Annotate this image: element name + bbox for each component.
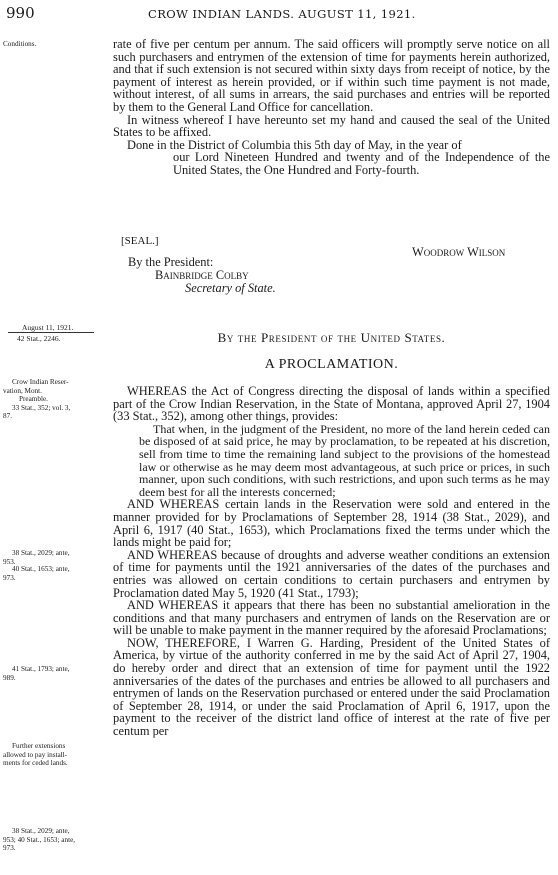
running-head: CROW INDIAN LANDS. AUGUST 11, 1921. [148,7,416,21]
proclamation-by-line: By the President of the United States. [217,330,446,345]
sidenote-conditions: Conditions. [3,40,37,48]
top-body-text [113,38,550,177]
sidenote-ref-1793: 41 Stat., 1793; ante, 989. [3,665,70,682]
sidenote-ref-1653: 40 Stat., 1653; ante, 973. [3,565,70,582]
paragraph-done-rest: our Lord Nineteen Hundred and twenty and of the Independence of the United States, the One Hundred and Forty-fourth. [173,150,550,177]
sidenote-stat: 42 Stat., 2246. [17,334,61,343]
proclamation-title: A PROCLAMATION. [264,357,399,372]
page-number: 990 [6,4,35,22]
whereas-no-amelioration: AND WHEREAS it appears that there has been no substantial amelioration in the conditions and that many purchasers and entrymen of lands on the Reservation are or will be unable to make payment in the manner required by the aforesaid Proclamations; [113,598,550,638]
secretary-name: Bainbridge Colby [155,268,249,282]
seal-mark: [SEAL.] [121,235,159,247]
whereas-act: WHEREAS the Act of Congress directing the disposal of lands within a specified part of the Crow Indian Reservation, in the State of Montana, approved April 27, 1904 (33 Stat., 352), among other things, provides: [113,384,550,424]
paragraph-conditions: rate of five per centum per annum. The said officers will promptly serve notice on all such purchasers and entrymen of the extension of time for payments herein authorized, and that if such extension is not secured within sixty days from receipt of notice, by the payment of interest as herein provided, or if within such time payment is not made, without interest, of all sums in arrears, the said purchases and entries will be reported by them to the General Land Office for cancellation. [113,37,550,114]
signer-name: Woodrow Wilson [412,245,506,259]
proclamation-body [113,385,550,738]
now-therefore: NOW, THEREFORE, I Warren G. Harding, President of the United States of America, by virtue of the authority conferred in me by the said Act of April 27, 1904, do hereby order and direct that an extension of time for payment until the 1922 anniversaries of the dates of the purchases and entries be allowed to all purchasers and entrymen of lands on the Reservation purchased or entered under the said Proclamation of September 28, 1914, or under the said Proclamation of April 6, 1917, upon the payment to the receiver of the district land office of interest at the rate of five per centum per [113,635,550,739]
whereas-droughts: AND WHEREAS because of droughts and adverse weather conditions an extension of time for payments until the 1921 anniversaries of the dates of the purchases and entries was allowed on certain conditions to certain purchasers and entrymen by Proclamation dated May 5, 1920 (41 Stat., 1793); [113,547,550,600]
paragraph-witness: In witness whereof I have hereunto set my hand and caused the seal of the United States to be affixed. [113,112,550,140]
act-quote: That when, in the judgment of the President, no more of the land herein ceded can be disposed of at said price, he may by proclamation, to be repeated at his discretion, sell from time to time the remaining land subject to the provisions of the homestead law or otherwise as he may deem most advantageous, at such price or prices, in such manner, upon such conditions, with such restrictions, and upon such terms as he may deem best for all the interests concerned; [139,421,550,499]
secretary-title: Secretary of State. [185,281,276,295]
sidenote-reservation: Crow Indian Reser- vation, Mont. Preamble. 33 Stat., 352; vol. 3, 87. [3,378,71,420]
page-header [0,4,558,26]
sidenote-further-extensions: Further extensions allowed to pay install- ments for ceded lands. [3,742,68,767]
paragraph-done-first: Done in the District of Columbia this 5th day of May, in the year of [127,137,462,152]
sidenote-date: August 11, 1921. [22,323,74,332]
by-the-president: By the President: [128,255,214,269]
sidenote-rule [8,332,94,333]
whereas-lands-sold: AND WHEREAS certain lands in the Reservation were sold and entered in the manner provided for by Proclamations of September 28, 1914 (38 Stat., 2029), and April 6, 1917 (40 Stat., 1653), which Proclamations fixed the terms under which the lands might be paid for; [113,497,550,550]
sidenote-ref-2029: 38 Stat., 2029; ante, 953. [3,549,70,566]
sidenote-ref-final: 38 Stat., 2029; ante, 953; 40 Stat., 1653; ante, 973. [3,827,76,852]
